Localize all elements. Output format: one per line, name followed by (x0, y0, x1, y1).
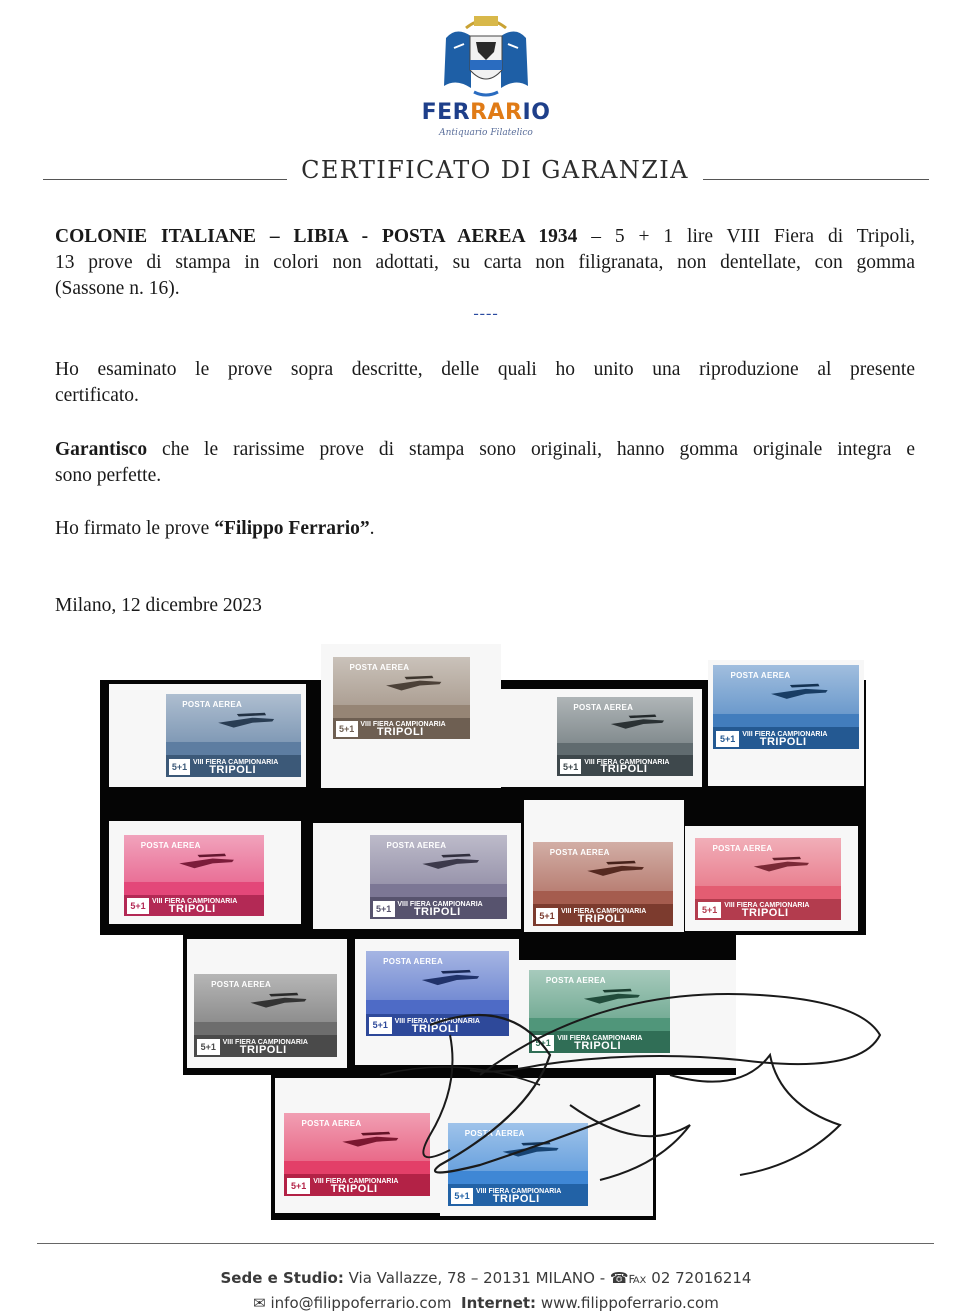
brand-suffix: IO (522, 100, 551, 125)
stamp-city-label: TRIPOLI (492, 1193, 540, 1206)
studio-address: Via Vallazze, 78 – 20131 MILANO - ☎℻ 02 72016214 (343, 1269, 752, 1287)
seaplane-icon (207, 709, 285, 734)
seaplane-icon (237, 989, 320, 1014)
stamp-top-label: POSTA AEREA (386, 840, 447, 850)
stamp-city-label: TRIPOLI (411, 1023, 459, 1036)
brand-accent: RAR (470, 100, 523, 125)
title-rule-right (703, 179, 929, 180)
stamp-top-label: POSTA AEREA (464, 1128, 525, 1138)
stamp-fiera-label: VIII FIERA CAMPIONARIA (476, 1188, 562, 1196)
seaplane-icon (575, 857, 656, 882)
stamp-proof (533, 842, 673, 926)
stamp-top-label: POSTA AEREA (730, 670, 791, 680)
stamp-proof (370, 835, 507, 919)
examination-line-2: certificato. (55, 385, 139, 406)
brand-tagline: Antiquario Filatelico (439, 128, 533, 138)
stamp-city-label: TRIPOLI (577, 913, 625, 926)
stamp-proof (713, 665, 859, 749)
signed-line (55, 516, 915, 542)
stamp-fiera-label: VIII FIERA CAMPIONARIA (724, 902, 810, 910)
guarantee-line-1 (55, 437, 915, 463)
stamp-city-label: TRIPOLI (330, 1183, 378, 1196)
stamp-top-label: POSTA AEREA (140, 840, 201, 850)
stamp-proof (333, 657, 470, 739)
brand-prefix: FER (421, 100, 471, 125)
seaplane-icon (598, 711, 677, 735)
stamp-city-label: TRIPOLI (600, 763, 648, 776)
stamp-top-label: POSTA AEREA (211, 979, 272, 989)
email-link[interactable]: info@filippoferrario.com (270, 1294, 452, 1312)
signed-suffix: . (369, 518, 375, 539)
guarantee-line-1-rest: che le rarissime prove di stampa sono originali, hanno gomma originale integra e (147, 439, 915, 460)
stamp-top-label: POSTA AEREA (545, 975, 606, 985)
stamp-fiera-label: VIII FIERA CAMPIONARIA (193, 759, 279, 767)
seaplane-icon (166, 850, 247, 874)
seaplane-icon (374, 672, 453, 697)
brand-name (0, 100, 972, 125)
stamp-city-label: TRIPOLI (209, 764, 257, 777)
signer-name: “Filippo Ferrario” (214, 518, 370, 539)
stamp-value: 5+1 (560, 759, 582, 775)
stamp-value: 5+1 (373, 901, 395, 918)
stamp-city-label: TRIPOLI (759, 736, 807, 749)
stamp-value: 5+1 (169, 759, 191, 776)
stamp-value: 5+1 (716, 731, 739, 748)
footer-rule (37, 1243, 934, 1244)
stamp-proof (166, 694, 301, 777)
description-paragraph (55, 224, 915, 302)
description-line-3: (Sassone n. 16). (55, 278, 180, 299)
stamp-fiera-label: VIII FIERA CAMPIONARIA (360, 721, 446, 729)
stamp-fiera-label: VIII FIERA CAMPIONARIA (152, 898, 238, 906)
description-line-2: 13 prove di stampa in colori non adottati, su carta non filigranata, non dentellate, con gomma (55, 252, 915, 273)
stamp-city-label: TRIPOLI (239, 1044, 287, 1057)
website-link[interactable]: www.filippoferrario.com (536, 1294, 719, 1312)
stamp-top-label: POSTA AEREA (549, 847, 610, 857)
description-line-1-rest: – 5 + 1 lire VIII Fiera di Tripoli, (577, 226, 915, 247)
seaplane-icon (757, 680, 842, 705)
stamp-value: 5+1 (336, 721, 358, 737)
description-bold: COLONIE ITALIANE – LIBIA - POSTA AEREA 1934 (55, 226, 578, 247)
stamp-fiera-label: VIII FIERA CAMPIONARIA (313, 1178, 399, 1186)
seaplane-icon (411, 850, 490, 875)
studio-label: Sede e Studio: (220, 1269, 344, 1287)
signed-prefix: Ho firmato le prove (55, 518, 215, 539)
signed-paragraph (55, 516, 915, 542)
stamp-value: 5+1 (197, 1039, 220, 1056)
stamp-fiera-label: VIII FIERA CAMPIONARIA (557, 1035, 643, 1043)
stamp-top-label: POSTA AEREA (573, 702, 634, 712)
handwritten-signature (340, 965, 900, 1195)
examination-paragraph (55, 357, 915, 409)
guarantee-bold: Garantisco (55, 439, 148, 460)
guarantee-paragraph (55, 437, 915, 489)
envelope-icon: ✉ (253, 1294, 266, 1312)
examination-line-1: Ho esaminato le prove sopra descritte, delle quali ho unito una riproduzione al presente (55, 359, 915, 380)
separator: ---- (473, 305, 499, 322)
stamp-value: 5+1 (127, 898, 149, 914)
stamp-fiera-label: VIII FIERA CAMPIONARIA (584, 758, 670, 766)
description-line-1 (55, 224, 915, 250)
internet-label: Internet: (461, 1294, 537, 1312)
stamp-value: 5+1 (536, 908, 558, 925)
stamp-fiera-label: VIII FIERA CAMPIONARIA (742, 731, 828, 739)
guarantee-line-2: sono perfette. (55, 465, 162, 486)
stamp-city-label: TRIPOLI (413, 906, 461, 919)
stamp-proof (194, 974, 337, 1057)
stamp-top-label: POSTA AEREA (349, 662, 410, 672)
stamp-city-label: TRIPOLI (574, 1040, 621, 1053)
stamp-fiera-label: VIII FIERA CAMPIONARIA (222, 1039, 308, 1047)
certificate-title: CERTIFICATO DI GARANZIA (301, 156, 689, 184)
stamp-value: 5+1 (287, 1178, 310, 1195)
stamp-city-label: TRIPOLI (168, 903, 216, 916)
stamp-value: 5+1 (369, 1017, 392, 1034)
stamp-proof (124, 835, 264, 916)
stamp-top-label: POSTA AEREA (301, 1118, 362, 1128)
seaplane-icon (739, 853, 824, 878)
stamp-value: 5+1 (532, 1035, 555, 1052)
place-date (55, 593, 915, 619)
stamp-city-label: TRIPOLI (376, 726, 424, 739)
coat-of-arms-logo (436, 8, 536, 100)
stamp-proof (557, 697, 693, 776)
place-date-text: Milano, 12 dicembre 2023 (55, 595, 262, 616)
stamp-value: 5+1 (451, 1188, 473, 1205)
stamp-top-label: POSTA AEREA (182, 699, 243, 709)
stamp-fiera-label: VIII FIERA CAMPIONARIA (394, 1017, 480, 1025)
stamp-value: 5+1 (698, 902, 721, 918)
stamp-top-label: POSTA AEREA (712, 843, 773, 853)
stamp-city-label: TRIPOLI (741, 907, 789, 920)
stamp-fiera-label: VIII FIERA CAMPIONARIA (397, 901, 483, 909)
title-rule-left (43, 179, 287, 180)
stamp-top-label: POSTA AEREA (383, 956, 444, 966)
footer-address (0, 1269, 972, 1287)
footer-contacts (0, 1294, 972, 1312)
stamp-fiera-label: VIII FIERA CAMPIONARIA (561, 908, 647, 916)
stamp-proof (695, 838, 841, 920)
